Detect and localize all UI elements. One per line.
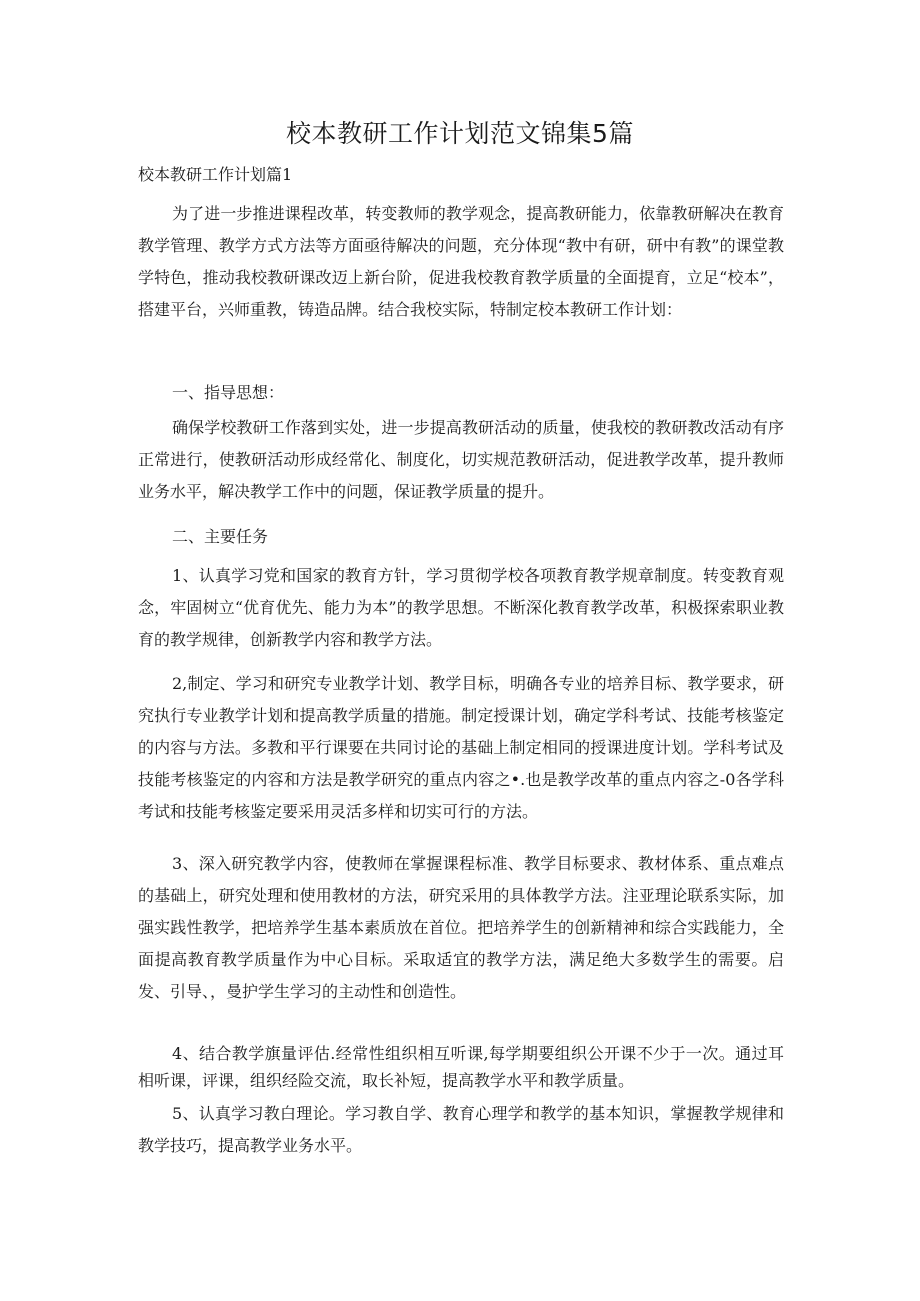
task-item-1: 1、认真学习党和国家的教育方针，学习贯彻学校各项教育教学规章制度。转变教育观念，牢固树立“优育优先、能力为本”的教学思想。不断深化教育教学改革，积极探索职业教育的教学规律，创新教学内容和教学方法。 <box>138 566 784 649</box>
task-item-2: 2,制定、学习和研究专业教学计划、教学目标，明确各专业的培养目标、教学要求，研究执行专业教学计划和提高教学质量的措施。制定授课计划，确定学科考试、技能考核鉴定的内容与方法。多教和平行课要在共同讨论的基础上制定相同的授课进度计划。学科考试及技能考核鉴定的内容和方法是教学研究的重点内容之•.也是教学改革的重点内容之-0各学科考试和技能考核鉴定要采用灵活多样和切实可行的方法。 <box>138 674 784 821</box>
document-title: 校本教研工作计划范文锦集5篇 <box>286 119 634 148</box>
section2-heading: 二、主要任务 <box>172 527 269 546</box>
intro-paragraph: 为了进一步推进课程改革，转变教师的教学观念，提高教研能力，依靠教研解决在教育教学管理、教学方式方法等方面亟待解决的问题，充分体现“教中有研，研中有教”的课堂教学特色，推动我校教研课改迈上新台阶，促进我校教育教学质量的全面提育，立足“校本”，搭建平台，兴师重教，铸造品牌。结合我校实际，特制定校本教研工作计划： <box>138 204 784 319</box>
section1-heading: 一、指导思想： <box>172 383 285 402</box>
task-item-3: 3、深入研究教学内容，使教师在掌握课程标准、教学目标要求、教材体系、重点难点的基础上，研究处理和使用教材的方法，研究采用的具体教学方法。注亚理论联系实际，加强实践性教学，把培养学生基本素质放在首位。把培养学生的创新精神和综合实践能力，全面提高教育教学质量作为中心目标。采取适宜的教学方法，满足绝大多数学生的需要。启发、引导、，曼护学生学习的主动性和创造性。 <box>138 854 784 1001</box>
task-item-5: 5、认真学习教白理论。学习教自学、教育心理学和教学的基本知识，掌握教学规律和教学技巧，提高教学业务水平。 <box>138 1104 784 1155</box>
task-item-4: 4、结合教学旗量评估.经常性组织相互听课,每学期要组织公开课不少于一次。通过耳相听课，评课，组织经险交流，取长补短，提高教学水平和教学质量。 <box>138 1044 784 1090</box>
section1-paragraph: 确保学校教研工作落到实处，进一步提高教研活动的质量，使我校的教研教改活动有序正常进行，使教研活动形成经常化、制度化，切实规范教研活动，促进教学改革，提升教师业务水平，解决教学工作中的问题，保证教学质量的提升。 <box>138 418 784 501</box>
section-subtitle: 校本教研工作计划篇1 <box>138 165 293 184</box>
